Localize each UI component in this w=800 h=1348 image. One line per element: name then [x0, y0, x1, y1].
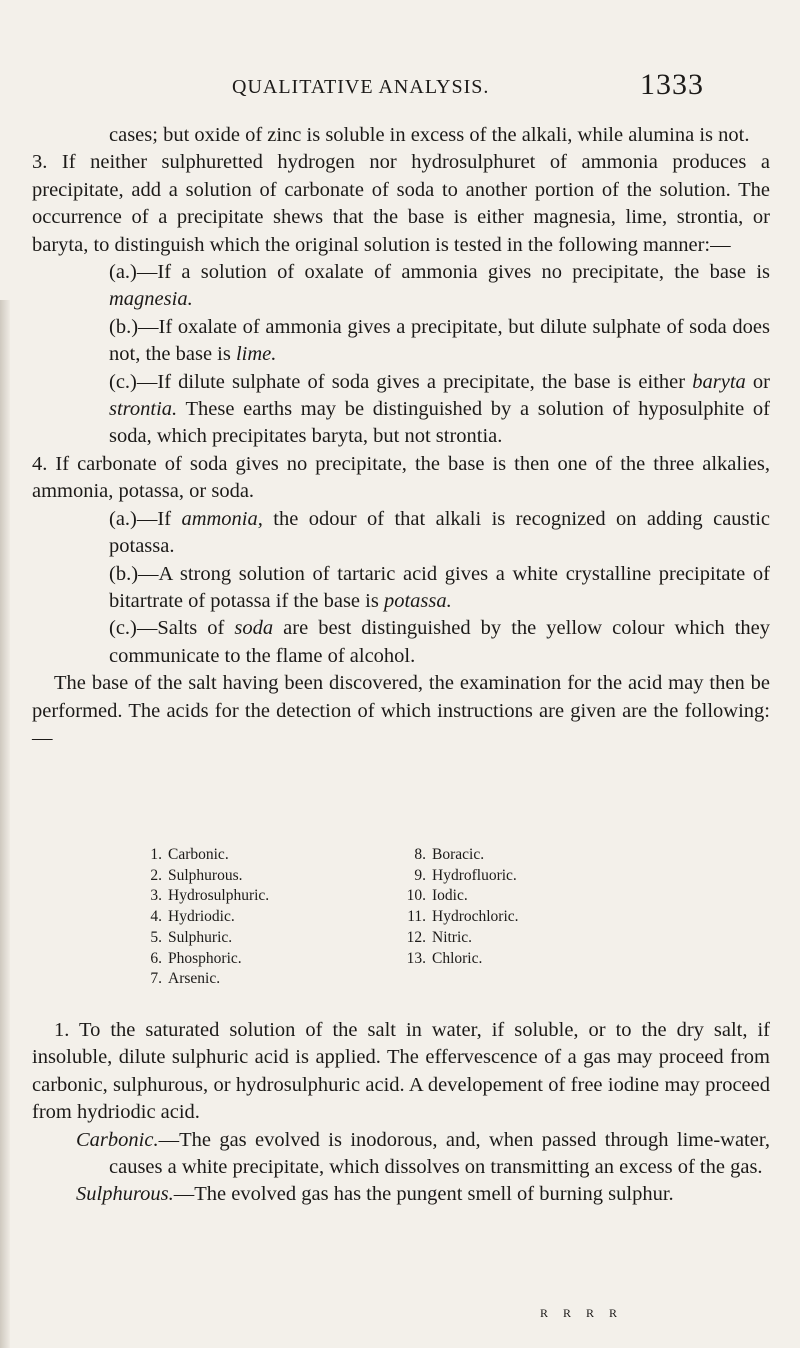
acid-list-item: 11. Hydrochloric. [407, 908, 519, 926]
acid-list-item: 8. Boracic. [414, 846, 485, 863]
acid-list-item: 13. Chloric. [406, 949, 483, 967]
acid-list-item: 2. Sulphurous. [150, 866, 243, 884]
acid-list-item: 3. Hydrosulphuric. [150, 887, 270, 905]
page-gutter-shadow [0, 300, 10, 1348]
acid-list-item: 6. Phosphoric. [150, 949, 242, 967]
main-text-block [32, 122, 770, 752]
acid-list-item: 4. Hydriodic. [150, 908, 235, 926]
subparagraph-3a: (a.)—If a solution of oxalate of ammonia gives no precipitate, the base is magnesia. [109, 261, 770, 311]
subparagraph-3b: (b.)—If oxalate of ammonia gives a precipitate, but dilute sulphate of soda does not, the base is lime. [109, 315, 770, 366]
acid-list-item: 12. Nitric. [406, 928, 473, 946]
subparagraph-sulphurous: Sulphurous.—The evolved gas has the pungent smell of burning sulphur. [76, 1183, 674, 1206]
paragraph-test-1: 1. To the saturated solution of the salt in water, if soluble, or to the dry salt, if insoluble, dilute sulphuric acid is applied. The effervescence of a gas may proceed from carbonic, sulphurous, or hydrosulphuric acid. A developement of free iodine may proceed from hydriodic acid. [32, 1019, 770, 1124]
paragraph-acid-intro: The base of the salt having been discovered, the examination for the acid may then be performed. The acids for the detection of which instructions are given are the following:— [32, 672, 770, 749]
paragraph-step-3: 3. If neither sulphuretted hydrogen nor hydrosulphuret of ammonia produces a precipitate, add a solution of carbonate of soda to another portion of the solution. The occurrence of a precipitate shews that the base is either magnesia, lime, strontia, or baryta, to distinguish which the original solution is tested in the following manner:— [32, 151, 770, 256]
running-title: QUALITATIVE ANALYSIS. [232, 76, 490, 98]
paragraph-step-4: 4. If carbonate of soda gives no precipitate, the base is then one of the three alkalies, ammonia, potassa, or soda. [32, 452, 770, 503]
acid-list-left-column [140, 845, 400, 990]
acid-list-item: 9. Hydrofluoric. [414, 866, 517, 884]
subparagraph-4c: (c.)—Salts of soda are best distinguished by the yellow colour which they communicate to the flame of alcohol. [109, 617, 770, 667]
printer-signature-mark: R R R R [540, 1306, 624, 1320]
second-text-block [32, 1017, 770, 1209]
subparagraph-3c: (c.)—If dilute sulphate of soda gives a precipitate, the base is either baryta or strontia. These earths may be distinguished by a solution of hyposulphite of soda, which precipitates baryta, but not strontia. [109, 370, 771, 448]
paragraph-continued: cases; but oxide of zinc is soluble in excess of the alkali, while alumina is not. [109, 124, 750, 146]
page-header [0, 68, 800, 108]
page-number: 1333 [640, 68, 704, 101]
subparagraph-4b: (b.)—A strong solution of tartaric acid gives a white crystalline precipitate of bitartrate of potassa if the base is potassa. [109, 562, 770, 612]
acid-list-item: 10. Iodic. [406, 887, 468, 905]
acid-list-item: 1. Carbonic. [150, 846, 229, 863]
acid-list-item: 5. Sulphuric. [150, 928, 233, 946]
subparagraph-carbonic: Carbonic.—The gas evolved is inodorous, and, when passed through lime-water, causes a white precipitate, which dissolves on transmitting an excess of the gas. [76, 1128, 770, 1179]
subparagraph-4a: (a.)—If ammonia, the odour of that alkali is recognized on adding caustic potassa. [109, 507, 771, 558]
acid-list-right-column [404, 845, 684, 969]
acid-list-item: 7. Arsenic. [150, 970, 221, 988]
